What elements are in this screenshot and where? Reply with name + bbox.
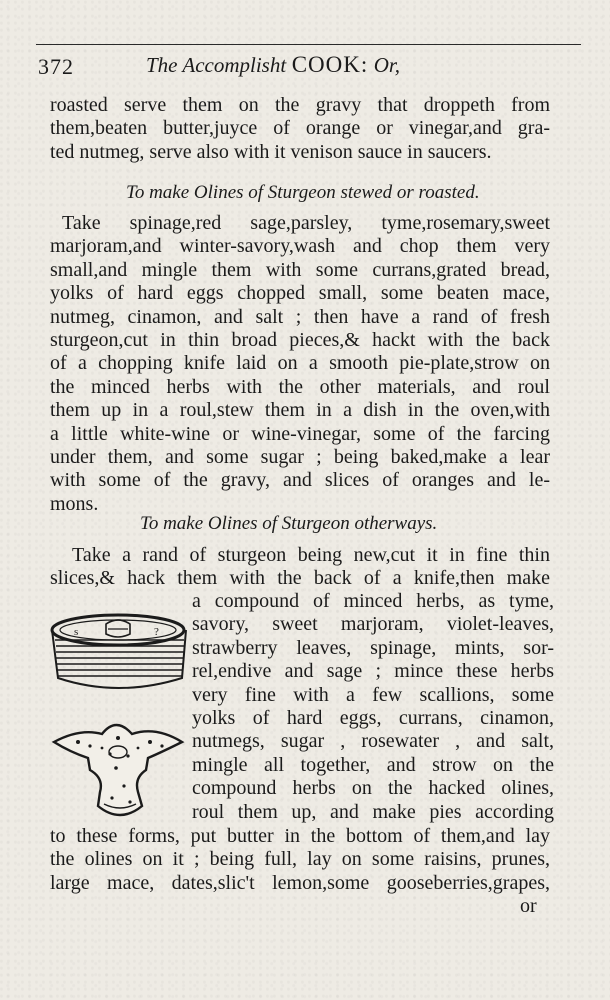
continued-paragraph (50, 94, 550, 164)
text-line: nutmegs, sugar , rosewater , and salt, (192, 730, 554, 753)
recipe-body-wrapped (192, 590, 554, 824)
svg-text:?: ? (154, 626, 159, 638)
catchword: or (520, 895, 537, 917)
text-line: them,beaten butter,juyce of orange or vinegar,and gra- (50, 117, 550, 140)
page-header (36, 50, 581, 84)
page-number: 372 (38, 54, 74, 79)
text-line: yolks of hard eggs, currans, cinamon, (192, 707, 554, 730)
text-line: with some of the gravy, and slices of oranges and le- (50, 469, 550, 492)
text-line: under them, and some sugar ; being baked,make a lear (50, 446, 550, 469)
cross-pie-form-icon (50, 708, 185, 828)
text-line: yolks of hard eggs chopped small, some beaten mace, (50, 282, 550, 305)
text-line: the olines on it ; being full, lay on some raisins, prunes, (50, 848, 550, 871)
text-line: of a chopping knife laid on a smooth pie-plate,strow on (50, 352, 550, 375)
recipe-body-stewed (50, 212, 550, 516)
recipe-title-stewed: To make Olines of Sturgeon stewed or roasted. (126, 182, 480, 203)
text-line: small,and mingle them with some currans,grated bread, (50, 258, 550, 281)
running-head-end: Or, (373, 53, 401, 77)
text-line: roasted serve them on the gravy that droppeth from (50, 94, 550, 116)
text-line: marjoram,and winter-savory,wash and chop them very (50, 235, 550, 258)
text-line: a little white-wine or wine-vinegar, some of the farcing (50, 422, 550, 445)
round-pie-form-icon (46, 612, 194, 694)
recipe-body-otherways-end (50, 825, 550, 895)
text-line: sturgeon,cut in thin broad pieces,& hackt with the back (50, 329, 550, 352)
text-line: strawberry leaves, spinage, mints, sor- (192, 636, 554, 659)
text-line: mons. (50, 492, 99, 515)
text-line: savory, sweet marjoram, violet-leaves, (192, 613, 554, 636)
text-line: them up in a roul,stew them in a dish in the oven,with (50, 399, 550, 422)
text-line: very fine with a few scallions, some (192, 683, 554, 706)
text-line: mingle all together, and strow on the (192, 753, 554, 776)
text-line: roul them up, and make pies according (192, 800, 554, 823)
header-rule (36, 44, 581, 45)
text-line: nutmeg, cinamon, and salt ; then have a rand of fresh (50, 305, 550, 328)
recipe-body-otherways-start (50, 544, 550, 591)
svg-text:s: s (74, 626, 79, 638)
text-line: the minced herbs with the other materials, and roul (50, 375, 550, 398)
text-line: Take spinage,red sage,parsley, tyme,rosemary,sweet (62, 212, 550, 234)
text-line: slices,& hack them with the back of a knife,then make (50, 567, 550, 590)
running-head (146, 52, 400, 78)
running-head-caps: COOK: (291, 52, 369, 77)
running-head-italic: The Accomplisht (146, 53, 287, 77)
text-line: a compound of minced herbs, as tyme, (192, 590, 554, 612)
text-line: Take a rand of sturgeon being new,cut it in fine thin (72, 544, 550, 566)
text-line: ted nutmeg, serve also with it venison sauce in saucers. (50, 140, 492, 163)
text-line: to these forms, put butter in the bottom of them,and lay (50, 825, 550, 847)
text-line: rel,endive and sage ; mince these herbs (192, 660, 554, 683)
text-line: compound herbs on the hacked olines, (192, 777, 554, 800)
text-line: large mace, dates,slic't lemon,some gooseberries,grapes, (50, 871, 550, 894)
recipe-title-otherways: To make Olines of Sturgeon otherways. (140, 513, 438, 534)
